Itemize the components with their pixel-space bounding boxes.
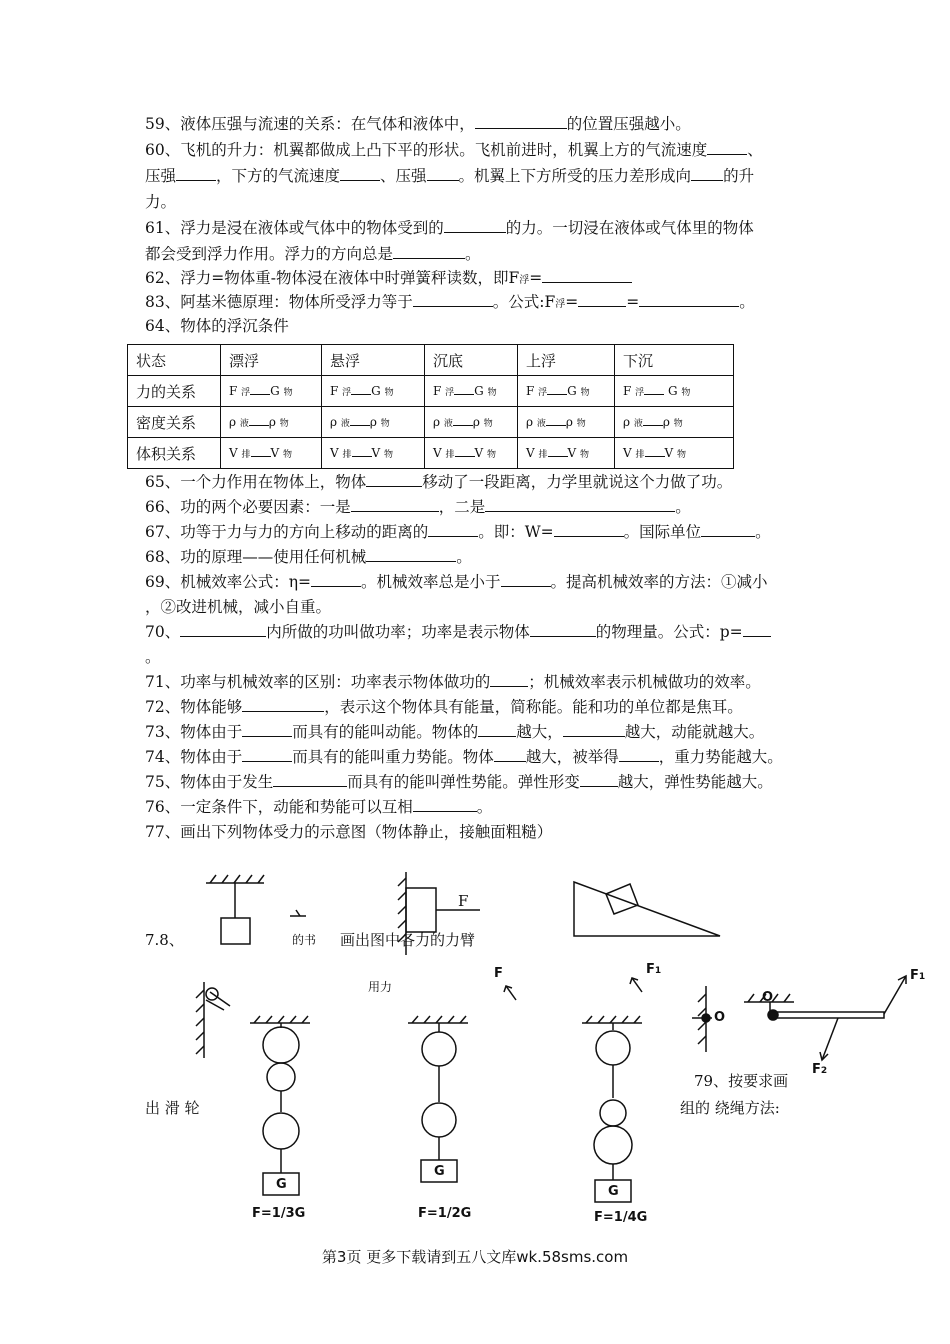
table-cell: F 浮 G 物: [518, 376, 615, 407]
table-header: 上浮: [518, 345, 615, 376]
table-cell: ρ 液 ρ 物: [322, 407, 425, 438]
q60-end: 力。: [145, 193, 177, 211]
table-cell: V 排 V 物: [425, 438, 518, 469]
q62: 62、浮力=物体重-物体浸在液体中时弹簧秤读数，即F浮=: [145, 266, 632, 293]
q68: 68、功的原理——使用任何机械 。: [145, 548, 472, 566]
pivot-wall-figure: [692, 986, 712, 1052]
lever-o-label: O: [762, 990, 774, 1005]
q67: 67、功等于力与力的方向上移动的距离的 。即：W= 。国际单位 。: [145, 523, 771, 541]
q76: 76、一定条件下，动能和势能可以互相 。: [145, 798, 493, 816]
pulley-system-1: [250, 1016, 310, 1195]
row-label: 体积关系: [128, 438, 221, 469]
table-cell: F 浮 G 物: [615, 376, 734, 407]
q72: 72、物体能够 ，表示这个物体具有能量，简称能。能和功的单位都是焦耳。: [145, 698, 743, 716]
table-cell: ρ 液 ρ 物: [615, 407, 734, 438]
table-header: 状态: [128, 345, 221, 376]
pulley-system-3: [582, 1016, 642, 1202]
force-f-label-2: F: [494, 966, 503, 981]
q59: 59、液体压强与流速的关系：在气体和液体中， 的位置压强越小。: [145, 115, 691, 133]
pivot-o-label: O: [714, 1010, 726, 1025]
force-f-label: F: [458, 892, 469, 910]
q71: 71、功率与机械效率的区别：功率表示物体做功的 ；机械效率表示机械做功的效率。: [145, 673, 761, 691]
q66: 66、功的两个必要因素：一是 ，二是 。: [145, 498, 691, 516]
q70: 70、 内所做的功叫做功率；功率是表示物体 的物理量。公式：p=: [145, 620, 771, 644]
formula-1: F=1/3G: [252, 1206, 306, 1221]
weight-g-label: G: [276, 1177, 287, 1192]
table-cell: F 浮 G 物: [322, 376, 425, 407]
q79-line2: 组的 绕绳方法:: [680, 1099, 780, 1117]
q65: 65、一个力作用在物体上，物体 移动了一段距离，力学里就说这个力做了功。: [145, 473, 733, 491]
table-cell: V 排 V 物: [518, 438, 615, 469]
q60: 60、飞机的升力：机翼都做成上凸下平的形状。飞机前进时，机翼上方的气流速度 、: [145, 141, 763, 159]
page-footer: 第3页 更多下载请到五八文库wk.58sms.com: [321, 1248, 629, 1266]
table-header: 漂浮: [221, 345, 322, 376]
table-cell: F 浮 G 物: [221, 376, 322, 407]
hanging-block-figure: [206, 875, 264, 944]
weight-g-label: G: [608, 1184, 619, 1199]
pulley-caption-left: 出 滑 轮: [145, 1099, 200, 1117]
table-cell: F 浮 G 物: [425, 376, 518, 407]
table-header: 沉底: [425, 345, 518, 376]
row-label: 密度关系: [128, 407, 221, 438]
lever-f2-label: F2: [812, 1062, 828, 1077]
table-cell: V 排 V 物: [615, 438, 734, 469]
table-cell: ρ 液 ρ 物: [518, 407, 615, 438]
book-label: 的书: [292, 933, 317, 947]
table-header: 下沉: [615, 345, 734, 376]
force-f1-label: F1: [646, 962, 662, 977]
q70-cont: 。: [145, 648, 161, 666]
q75: 75、物体由于发生 而具有的能叫弹性势能。弹性形变 越大，弹性势能越大。: [145, 773, 773, 791]
formula-2: F=1/2G: [418, 1206, 472, 1221]
lever-f1-label: F1: [910, 968, 926, 983]
q74: 74、物体由于 而具有的能叫重力势能。物体 越大，被举得 ，重力势能越大。: [145, 748, 783, 766]
q69: 69、机械效率公式：η= 。机械效率总是小于 。提高机械效率的方法：①减小: [145, 573, 768, 591]
table-cell: ρ 液 ρ 物: [425, 407, 518, 438]
q79-line1: 79、按要求画: [694, 1072, 789, 1090]
q61-cont: 都会受到浮力作用。浮力的方向总是 。: [145, 245, 481, 263]
table-cell: V 排 V 物: [221, 438, 322, 469]
q77: 77、画出下列物体受力的示意图（物体静止，接触面粗糙）: [145, 823, 553, 841]
q83: 83、阿基米德原理：物体所受浮力等于 。公式:F浮= = 。: [145, 293, 755, 311]
weight-g-label: G: [434, 1164, 445, 1179]
table-header: 悬浮: [322, 345, 425, 376]
incline-figure: [574, 882, 720, 936]
q78-label: 7.8、: [145, 931, 184, 949]
row-label: 力的关系: [128, 376, 221, 407]
table-cell: V 排 V 物: [322, 438, 425, 469]
fragment-text: 用力: [368, 980, 393, 994]
q69-cont: ，②改进机械，减小自重。: [145, 598, 332, 616]
formula-3: F=1/4G: [594, 1210, 648, 1225]
q78-text: 画出图中各力的力臂: [340, 931, 476, 949]
wall-lever-figure: [196, 982, 230, 1058]
q60-cont: 压强 ，下方的气流速度 、压强 。机翼上下方所受的压力差形成向 的升: [145, 167, 755, 185]
q61: 61、浮力是浸在液体或气体中的物体受到的 的力。一切浸在液体或气体里的物体: [145, 219, 754, 237]
lever-figure: [744, 976, 906, 1060]
table-cell: ρ 液 ρ 物: [221, 407, 322, 438]
pulley-system-2: [408, 1016, 468, 1182]
q73: 73、物体由于 而具有的能叫动能。物体的 越大， 越大，动能就越大。: [145, 723, 765, 741]
q64: 64、物体的浮沉条件: [145, 317, 289, 335]
